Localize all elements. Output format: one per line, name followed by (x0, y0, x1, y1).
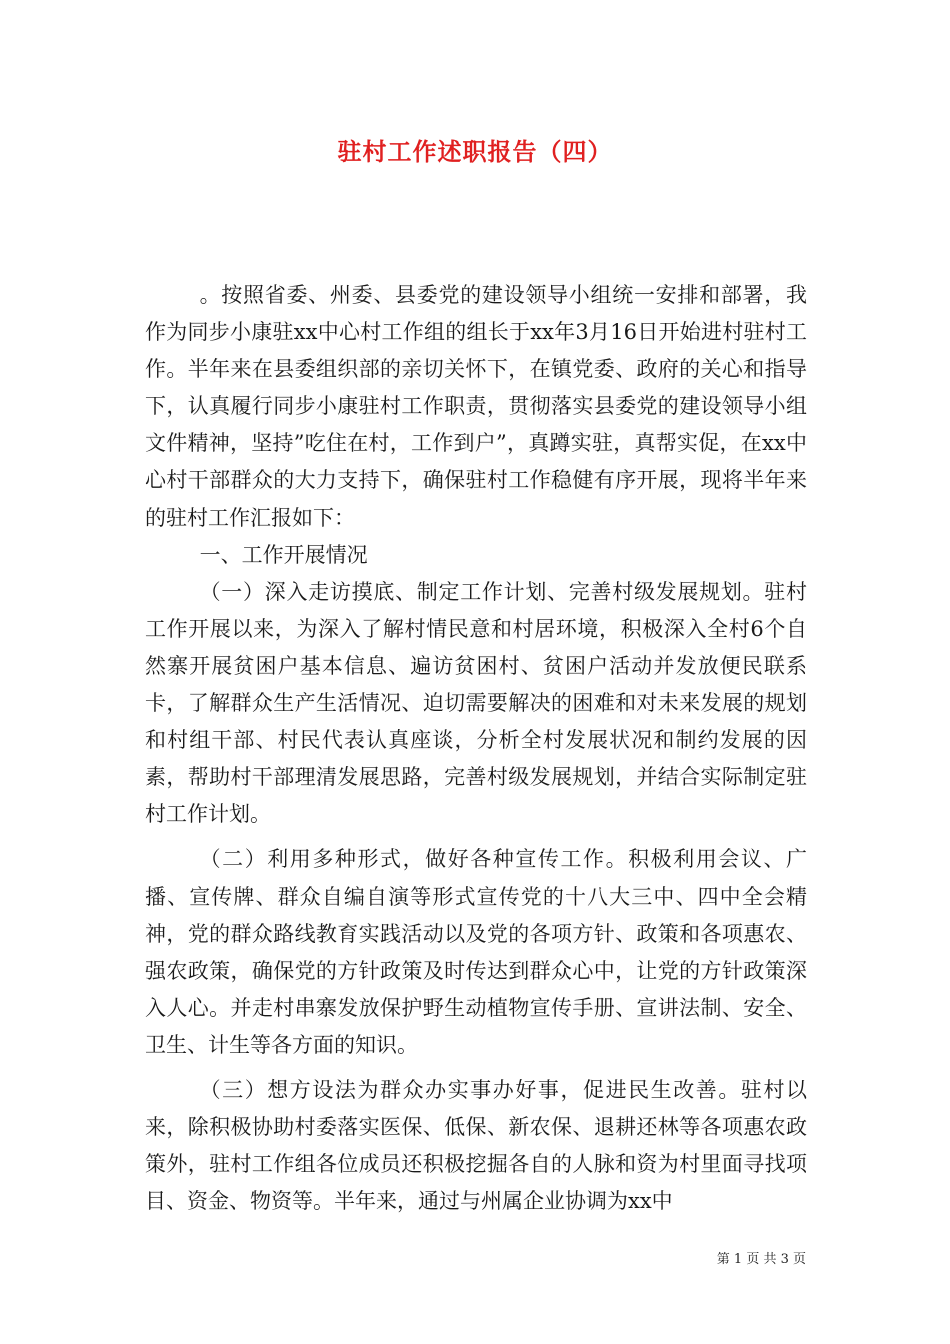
paragraph-item-3: （三）想方设法为群众办实事办好事，促进民生改善。驻村以来，除积极协助村委落实医保、低保、新农保、退耕还林等各项惠农政策外，驻村工作组各位成员还积极挖掘各自的人脉和资为村里面寻找项目、资金、物资等。半年来，通过与州属企业协调为xx中 (145, 1077, 807, 1214)
document-title: 驻村工作述职报告（四） (337, 137, 613, 166)
paragraph-item-1: （一）深入走访摸底、制定工作计划、完善村级发展规划。驻村工作开展以来，为深入了解村情民意和村居环境，积极深入全村6个自然寨开展贫困户基本信息、遍访贫困村、贫困户活动并发放便民联系卡，了解群众生产生活情况、迫切需要解决的困难和对未来发展的规划和村组干部、村民代表认真座谈，分析全村发展状况和制约发展的因素，帮助村干部理清发展思路，完善村级发展规划，并结合实际制定驻村工作计划。 (145, 579, 807, 827)
document-body (145, 277, 807, 1220)
paragraph-intro: 。按照省委、州委、县委党的建设领导小组统一安排和部署，我作为同步小康驻xx中心村工作组的组长于xx年3月16日开始进村驻村工作。半年来在县委组织部的亲切关怀下，在镇党委、政府的关心和指导下，认真履行同步小康驻村工作职责，贯彻落实县委党的建设领导小组文件精神，坚持”吃住在村，工作到户”，真蹲实驻，真帮实促，在xx中心村干部群众的大力支持下，确保驻村工作稳健有序开展，现将半年来的驻村工作汇报如下： (145, 283, 807, 530)
section-heading: 一、工作开展情况 (199, 542, 368, 567)
page-number: 第 1 页 共 3 页 (716, 1252, 806, 1267)
paragraph-item-2: （二）利用多种形式，做好各种宣传工作。积极利用会议、广播、宣传牌、群众自编自演等形式宣传党的十八大三中、四中全会精神，党的群众路线教育实践活动以及党的各项方针、政策和各项惠农、强农政策，确保党的方针政策及时传达到群众心中，让党的方针政策深入人心。并走村串寨发放保护野生动植物宣传手册、宣讲法制、安全、卫生、计生等各方面的知识。 (145, 847, 807, 1057)
